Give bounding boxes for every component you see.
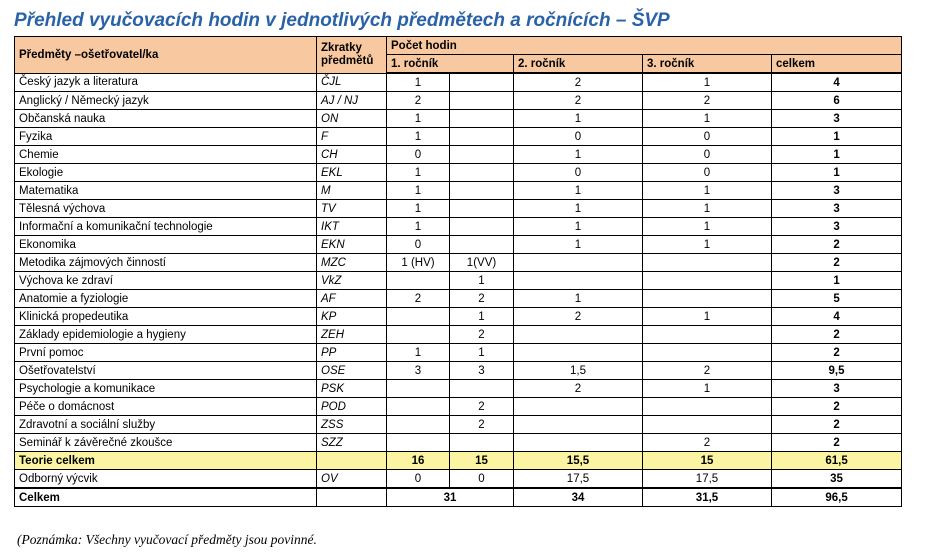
summary-row <box>15 488 902 507</box>
subject-abbr: ZSS <box>317 416 387 434</box>
subject-abbr: KP <box>317 308 387 326</box>
year1-a: 1 <box>387 344 450 362</box>
subject-abbr: AF <box>317 290 387 308</box>
subject-abbr: OV <box>317 470 387 489</box>
year2-hours: 1 <box>514 110 643 128</box>
table-row <box>15 362 902 380</box>
year1-a: 1 <box>387 218 450 236</box>
year1-a: 3 <box>387 362 450 380</box>
year1-b <box>450 200 514 218</box>
year1-b <box>450 182 514 200</box>
year3-hours <box>643 326 772 344</box>
table-row <box>15 164 902 182</box>
year1-b <box>450 146 514 164</box>
total-hours: 4 <box>772 308 902 326</box>
year1-b <box>450 92 514 110</box>
year2-hours <box>514 326 643 344</box>
year3-hours <box>643 344 772 362</box>
total-hours: 1 <box>772 146 902 164</box>
total-hours: 3 <box>772 200 902 218</box>
hours-table <box>14 36 902 507</box>
year3-hours: 1 <box>643 182 772 200</box>
table-row <box>15 73 902 92</box>
table-row <box>15 290 902 308</box>
subject-abbr: M <box>317 182 387 200</box>
year3-hours <box>643 290 772 308</box>
subject-name: Matematika <box>15 182 317 200</box>
summary-year2: 34 <box>514 488 643 507</box>
year1-a: 1 <box>387 73 450 92</box>
footnote: (Poznámka: Všechny vyučovací předměty jsou povinné. <box>17 532 317 547</box>
year1-a: 1 <box>387 110 450 128</box>
year1-b: 0 <box>450 470 514 489</box>
total-hours: 3 <box>772 218 902 236</box>
year3-hours: 2 <box>643 362 772 380</box>
table-row <box>15 110 902 128</box>
table-row <box>15 254 902 272</box>
subject-name: Teorie celkem <box>15 452 317 470</box>
year1-b: 2 <box>450 326 514 344</box>
table-row <box>15 470 902 489</box>
header-year1: 1. ročník <box>387 55 514 74</box>
year2-hours: 1 <box>514 182 643 200</box>
summary-year1: 31 <box>387 488 514 507</box>
year1-b <box>450 218 514 236</box>
header-total: celkem <box>772 55 902 74</box>
subject-name: Klinická propedeutika <box>15 308 317 326</box>
year1-a: 2 <box>387 290 450 308</box>
year1-b <box>450 434 514 452</box>
year2-hours: 1 <box>514 290 643 308</box>
year2-hours <box>514 434 643 452</box>
subject-name: Ekologie <box>15 164 317 182</box>
total-hours: 2 <box>772 416 902 434</box>
year1-b: 2 <box>450 290 514 308</box>
year2-hours <box>514 344 643 362</box>
year3-hours <box>643 398 772 416</box>
subject-name: Občanská nauka <box>15 110 317 128</box>
total-hours: 4 <box>772 73 902 92</box>
year3-hours: 1 <box>643 308 772 326</box>
subject-name: Základy epidemiologie a hygieny <box>15 326 317 344</box>
subject-name: Chemie <box>15 146 317 164</box>
total-hours: 2 <box>772 254 902 272</box>
table-row <box>15 200 902 218</box>
year1-b <box>450 236 514 254</box>
total-hours: 1 <box>772 128 902 146</box>
total-hours: 2 <box>772 326 902 344</box>
year2-hours: 1 <box>514 236 643 254</box>
header-subjects: Předměty –ošetřovatel/ka <box>15 37 317 74</box>
year2-hours: 0 <box>514 164 643 182</box>
year1-b <box>450 110 514 128</box>
year3-hours: 1 <box>643 200 772 218</box>
table-row <box>15 452 902 470</box>
year2-hours <box>514 416 643 434</box>
subject-abbr: CH <box>317 146 387 164</box>
subject-name: Metodika zájmových činností <box>15 254 317 272</box>
total-hours: 3 <box>772 380 902 398</box>
year1-a: 0 <box>387 470 450 489</box>
subject-abbr: PSK <box>317 380 387 398</box>
subject-name: Fyzika <box>15 128 317 146</box>
year3-hours: 1 <box>643 73 772 92</box>
year2-hours: 0 <box>514 128 643 146</box>
year1-b <box>450 380 514 398</box>
year2-hours <box>514 398 643 416</box>
year1-b: 1 <box>450 272 514 290</box>
total-hours: 1 <box>772 164 902 182</box>
subject-abbr <box>317 452 387 470</box>
year2-hours: 2 <box>514 380 643 398</box>
total-hours: 2 <box>772 236 902 254</box>
year2-hours <box>514 254 643 272</box>
header-hours: Počet hodin <box>387 37 902 55</box>
subject-abbr: AJ / NJ <box>317 92 387 110</box>
year3-hours <box>643 254 772 272</box>
year3-hours: 1 <box>643 236 772 254</box>
year2-hours: 15,5 <box>514 452 643 470</box>
year1-b: 1(VV) <box>450 254 514 272</box>
year1-b: 15 <box>450 452 514 470</box>
total-hours: 2 <box>772 344 902 362</box>
table-row <box>15 128 902 146</box>
table-row <box>15 434 902 452</box>
subject-abbr: ČJL <box>317 73 387 92</box>
year3-hours: 17,5 <box>643 470 772 489</box>
year3-hours <box>643 272 772 290</box>
total-hours: 35 <box>772 470 902 489</box>
subject-abbr: IKT <box>317 218 387 236</box>
total-hours: 5 <box>772 290 902 308</box>
year3-hours: 0 <box>643 146 772 164</box>
year1-a <box>387 416 450 434</box>
subject-name: První pomoc <box>15 344 317 362</box>
header-abbreviations <box>317 37 387 74</box>
year3-hours: 1 <box>643 218 772 236</box>
table-row <box>15 416 902 434</box>
year1-b <box>450 73 514 92</box>
year1-b <box>450 128 514 146</box>
year2-hours <box>514 272 643 290</box>
year1-a <box>387 398 450 416</box>
subject-name: Anatomie a fyziologie <box>15 290 317 308</box>
subject-name: Ekonomika <box>15 236 317 254</box>
total-hours: 6 <box>772 92 902 110</box>
subject-name: Psychologie a komunikace <box>15 380 317 398</box>
subject-name: Seminář k závěrečné zkoušce <box>15 434 317 452</box>
subject-name: Péče o domácnost <box>15 398 317 416</box>
subject-abbr: TV <box>317 200 387 218</box>
year1-b: 2 <box>450 416 514 434</box>
year1-b: 1 <box>450 344 514 362</box>
year2-hours: 2 <box>514 73 643 92</box>
summary-year3: 31,5 <box>643 488 772 507</box>
header-year2: 2. ročník <box>514 55 643 74</box>
year1-a <box>387 380 450 398</box>
year3-hours: 2 <box>643 92 772 110</box>
year3-hours: 1 <box>643 110 772 128</box>
total-hours: 9,5 <box>772 362 902 380</box>
table-row <box>15 308 902 326</box>
page-title: Přehled vyučovacích hodin v jednotlivých předmětech a ročnících – ŠVP <box>14 10 670 31</box>
year1-a: 1 (HV) <box>387 254 450 272</box>
year1-b: 1 <box>450 308 514 326</box>
year1-a: 0 <box>387 236 450 254</box>
year1-a <box>387 326 450 344</box>
year1-b <box>450 164 514 182</box>
year1-a: 16 <box>387 452 450 470</box>
header-year3: 3. ročník <box>643 55 772 74</box>
summary-total: 96,5 <box>772 488 902 507</box>
table-row <box>15 236 902 254</box>
subject-name: Anglický / Německý jazyk <box>15 92 317 110</box>
year1-b: 2 <box>450 398 514 416</box>
year3-hours: 0 <box>643 164 772 182</box>
year2-hours: 2 <box>514 308 643 326</box>
subject-name: Tělesná výchova <box>15 200 317 218</box>
table-row <box>15 92 902 110</box>
table-row <box>15 218 902 236</box>
subject-abbr: ZEH <box>317 326 387 344</box>
year1-a: 1 <box>387 164 450 182</box>
subject-abbr: VkZ <box>317 272 387 290</box>
subject-abbr: ON <box>317 110 387 128</box>
table-row <box>15 146 902 164</box>
subject-name: Výchova ke zdraví <box>15 272 317 290</box>
subject-abbr: PP <box>317 344 387 362</box>
year1-b: 3 <box>450 362 514 380</box>
subject-name: Ošetřovatelství <box>15 362 317 380</box>
total-hours: 2 <box>772 398 902 416</box>
year2-hours: 17,5 <box>514 470 643 489</box>
table-row <box>15 344 902 362</box>
subject-abbr: POD <box>317 398 387 416</box>
table-row <box>15 398 902 416</box>
year3-hours: 0 <box>643 128 772 146</box>
year1-a <box>387 272 450 290</box>
subject-abbr: SZZ <box>317 434 387 452</box>
total-hours: 3 <box>772 182 902 200</box>
year2-hours: 2 <box>514 92 643 110</box>
summary-label: Celkem <box>15 488 317 507</box>
subject-abbr: OSE <box>317 362 387 380</box>
table-row <box>15 326 902 344</box>
year2-hours: 1 <box>514 218 643 236</box>
year3-hours <box>643 416 772 434</box>
subject-abbr: MZC <box>317 254 387 272</box>
subject-abbr: EKL <box>317 164 387 182</box>
table-row <box>15 272 902 290</box>
year1-a: 0 <box>387 146 450 164</box>
subject-name: Informační a komunikační technologie <box>15 218 317 236</box>
year3-hours: 1 <box>643 380 772 398</box>
total-hours: 61,5 <box>772 452 902 470</box>
year1-a: 2 <box>387 92 450 110</box>
year1-a <box>387 434 450 452</box>
year3-hours: 15 <box>643 452 772 470</box>
subject-name: Český jazyk a literatura <box>15 73 317 92</box>
total-hours: 2 <box>772 434 902 452</box>
year1-a: 1 <box>387 182 450 200</box>
subject-name: Zdravotní a sociální služby <box>15 416 317 434</box>
year3-hours: 2 <box>643 434 772 452</box>
year2-hours: 1 <box>514 146 643 164</box>
year1-a: 1 <box>387 200 450 218</box>
total-hours: 1 <box>772 272 902 290</box>
total-hours: 3 <box>772 110 902 128</box>
year2-hours: 1,5 <box>514 362 643 380</box>
header-abbr-line2: předmětů <box>321 54 374 67</box>
year1-a: 1 <box>387 128 450 146</box>
subject-abbr: EKN <box>317 236 387 254</box>
header-abbr-line1: Zkratky <box>321 41 362 54</box>
subject-abbr: F <box>317 128 387 146</box>
table-row <box>15 380 902 398</box>
summary-abbr <box>317 488 387 507</box>
subject-name: Odborný výcvik <box>15 470 317 489</box>
table-row <box>15 182 902 200</box>
year2-hours: 1 <box>514 200 643 218</box>
year1-a <box>387 308 450 326</box>
